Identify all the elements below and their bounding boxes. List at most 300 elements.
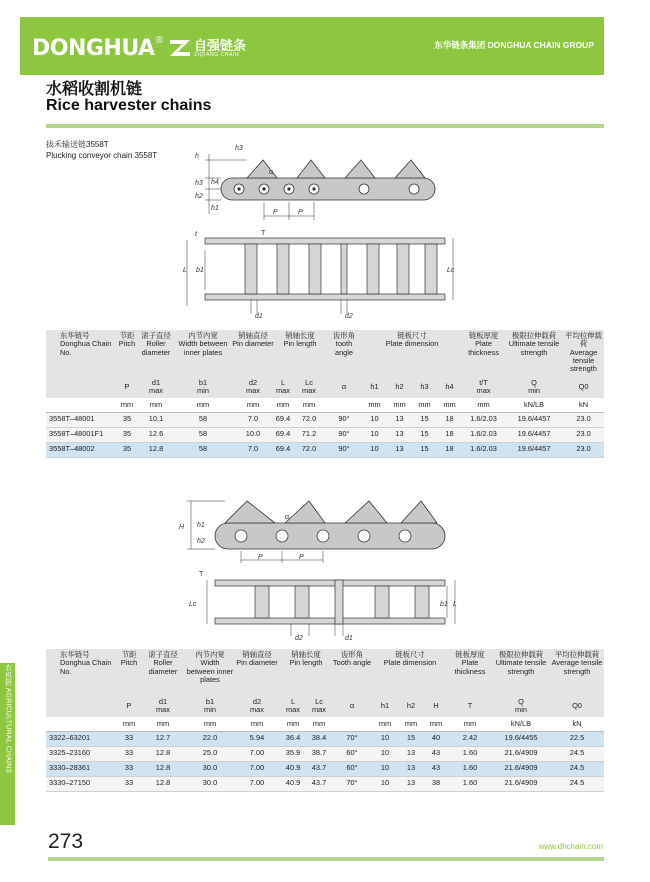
- unit: mm: [174, 398, 232, 412]
- chain-number: 3322–63201: [46, 731, 118, 746]
- cell: 90°: [326, 412, 362, 427]
- limit: min: [204, 705, 216, 714]
- cell: 12.8: [140, 761, 186, 776]
- logo-english-text: ZIQIANG CHAIN: [193, 51, 240, 58]
- table-row: [46, 427, 604, 442]
- ultimate-strength-header: [505, 330, 563, 376]
- header-cn: 极限拉伸载荷: [511, 331, 557, 340]
- cell: 10.1: [138, 412, 174, 427]
- label-d2: d2: [345, 313, 353, 320]
- label-Lc: Lc: [189, 601, 197, 608]
- brand-logo: [32, 35, 246, 61]
- cell: 10.0: [232, 427, 274, 442]
- cell: 15: [412, 427, 437, 442]
- cell: 35: [116, 427, 138, 442]
- plate-dimension-header: [362, 330, 462, 376]
- unit: mm: [280, 717, 306, 731]
- symbol-cell: [505, 376, 563, 398]
- symbol-cell: [462, 376, 505, 398]
- average-strength-header: [550, 649, 604, 695]
- cell: 58: [174, 412, 232, 427]
- symbol: h1: [380, 700, 390, 710]
- unit: kN: [550, 717, 604, 731]
- table-row: [46, 746, 604, 761]
- spec-table-3558t: [46, 330, 604, 458]
- cell: 19.6/4457: [505, 442, 563, 457]
- header-cn: 销轴直径: [242, 650, 272, 659]
- header-en: Roller diameter: [141, 339, 171, 357]
- header-cn: 节距: [119, 331, 135, 340]
- symbol: d2: [252, 696, 262, 706]
- cell: 38: [424, 776, 448, 791]
- symbol-cell: [306, 695, 332, 717]
- logo-chinese-block: [194, 39, 246, 58]
- cell: 58: [174, 427, 232, 442]
- label-h3: h3: [195, 180, 203, 187]
- table-unit-row: [46, 398, 604, 412]
- header-en: Ultimate tensile strength: [508, 339, 560, 357]
- limit: max: [250, 705, 264, 714]
- header-cn: 平均拉伸载荷: [554, 650, 600, 659]
- cell: 15: [398, 731, 424, 746]
- limit: max: [302, 386, 316, 395]
- symbol: Q0: [578, 381, 589, 391]
- symbol: L: [290, 696, 296, 706]
- cell: 10: [372, 776, 398, 791]
- cell: 40: [424, 731, 448, 746]
- limit: min: [528, 386, 540, 395]
- symbol-cell: [550, 695, 604, 717]
- roller-diameter-header: [138, 330, 174, 376]
- symbol-cell: [372, 695, 398, 717]
- cell: 7.0: [232, 442, 274, 457]
- header-cn: 销轴长度: [285, 331, 315, 340]
- cell: 43.7: [306, 776, 332, 791]
- cell: 69.4: [274, 412, 292, 427]
- chain-no-header: [46, 330, 116, 398]
- unit: mm: [398, 717, 424, 731]
- cell: 22.0: [186, 731, 234, 746]
- symbol: Q: [531, 377, 537, 387]
- header-en: Tooth angle: [332, 658, 372, 668]
- cell: 24.5: [550, 746, 604, 761]
- symbol-cell: [448, 695, 492, 717]
- symbol: P: [126, 700, 132, 710]
- plate-dimension-header: [372, 649, 448, 695]
- cell: 18: [437, 427, 462, 442]
- limit: min: [515, 705, 527, 714]
- cell: 1.60: [448, 761, 492, 776]
- cell: 18: [437, 442, 462, 457]
- side-category-label: 农机链 AGRICULTURAL CHAINS: [4, 664, 12, 774]
- pin-length-header: [280, 649, 332, 695]
- symbol-cell: [437, 376, 462, 398]
- limit: max: [476, 386, 491, 395]
- header-cn: 内节内宽: [188, 331, 218, 340]
- symbol: b1: [198, 377, 208, 387]
- ziqiang-z-logo-icon: [169, 38, 191, 58]
- plate-thickness-header: [448, 649, 492, 695]
- symbol: d2: [248, 377, 258, 387]
- symbol: L: [280, 377, 286, 387]
- header-en: Width between inner plates: [178, 339, 228, 357]
- chain-no-header-cn: 东华链号: [60, 331, 90, 340]
- chain-no-header-en: Donghua Chain No.: [60, 339, 112, 357]
- unit: kN/LB: [492, 717, 550, 731]
- cell: 7.00: [234, 776, 280, 791]
- cell: 58: [174, 442, 232, 457]
- cell: 10: [362, 412, 387, 427]
- cell: 18: [437, 412, 462, 427]
- label-h: h: [195, 153, 199, 160]
- symbol: P: [124, 381, 130, 391]
- symbol: Q0: [572, 700, 582, 710]
- average-strength-header: [563, 330, 604, 376]
- cell: 43: [424, 746, 448, 761]
- cell: 30.0: [186, 761, 234, 776]
- symbol-cell: [492, 695, 550, 717]
- unit: mm: [116, 398, 138, 412]
- header-en: Plate thickness: [468, 339, 499, 357]
- unit: kN/LB: [505, 398, 563, 412]
- cell: 69.4: [274, 442, 292, 457]
- roller-diameter-header: [140, 649, 186, 695]
- unit: mm: [306, 717, 332, 731]
- cell: 43: [424, 761, 448, 776]
- header-en: Plate thickness: [454, 658, 486, 676]
- header-cn: 节距: [121, 650, 137, 659]
- cell: 12.6: [138, 427, 174, 442]
- cell: 15: [412, 412, 437, 427]
- cell: 13: [387, 442, 412, 457]
- symbol: Q: [518, 696, 524, 706]
- cell: 21.6/4909: [492, 776, 550, 791]
- chain-number: 3558T–48001F1: [46, 427, 116, 442]
- page-title-english: Rice harvester chains: [46, 97, 212, 114]
- symbol: H: [433, 700, 439, 710]
- limit: max: [149, 386, 163, 395]
- unit: mm: [424, 717, 448, 731]
- chain-no-header: [46, 649, 118, 717]
- header-cn: 平均拉伸载荷: [565, 331, 603, 349]
- symbol-cell: [387, 376, 412, 398]
- cell: 23.0: [563, 412, 604, 427]
- cell: 36.4: [280, 731, 306, 746]
- header-en: tooth angle: [334, 339, 354, 357]
- cell: 12.8: [140, 746, 186, 761]
- label-pitch-2: P: [298, 209, 303, 216]
- label-pitch-1: P: [258, 554, 263, 561]
- symbol-cell: [412, 376, 437, 398]
- pin-diameter-header: [234, 649, 280, 695]
- cell: 23.0: [563, 427, 604, 442]
- symbol-cell: [326, 376, 362, 398]
- unit: mm: [412, 398, 437, 412]
- label-t: t: [195, 231, 197, 238]
- cell: 72.0: [292, 442, 326, 457]
- chain-number: 3330–28361: [46, 761, 118, 776]
- cell: 12.8: [140, 776, 186, 791]
- logo-chinese-text: 自强链条: [193, 37, 246, 53]
- header-cn: 销轴长度: [291, 650, 321, 659]
- limit: max: [312, 705, 326, 714]
- cell: 33: [118, 746, 140, 761]
- footer-divider: [48, 857, 604, 861]
- symbol: b1: [205, 696, 215, 706]
- label-h1: h1: [211, 205, 219, 212]
- cell: 10: [362, 427, 387, 442]
- unit: mm: [138, 398, 174, 412]
- symbol-cell: [232, 376, 274, 398]
- symbol-cell: [118, 695, 140, 717]
- label-H: H: [179, 524, 185, 531]
- cell: 13: [398, 761, 424, 776]
- cell: 21.6/4909: [492, 761, 550, 776]
- cell: 19.6/4457: [505, 412, 563, 427]
- pitch-header: [118, 649, 140, 695]
- table-row: [46, 776, 604, 791]
- symbol-cell: [138, 376, 174, 398]
- section1-subtitle-chinese: 拔禾输送链3558T: [46, 140, 109, 149]
- footer-url[interactable]: www.dhchain.com: [538, 842, 603, 851]
- unit: mm: [186, 717, 234, 731]
- chain-no-header-cn: 东华链号: [60, 650, 90, 659]
- header-cn: 链板尺寸: [395, 650, 425, 659]
- cell: 1.60: [448, 776, 492, 791]
- symbol: h2: [406, 700, 416, 710]
- label-alpha: α: [269, 169, 274, 176]
- unit: mm: [234, 717, 280, 731]
- symbol: h1: [370, 381, 379, 391]
- cell: 38.4: [306, 731, 332, 746]
- pitch-header: [116, 330, 138, 376]
- cell: 33: [118, 776, 140, 791]
- cell: 35: [116, 412, 138, 427]
- cell: 10: [372, 746, 398, 761]
- symbol-cell: [563, 376, 604, 398]
- label-T: T: [261, 230, 266, 237]
- header-cn: 滚子直径: [141, 331, 171, 340]
- symbol-cell: [274, 376, 292, 398]
- symbol-cell: [174, 376, 232, 398]
- label-alpha: α: [285, 514, 290, 521]
- cell: 72.0: [292, 412, 326, 427]
- cell: 38.7: [306, 746, 332, 761]
- cell: 60°: [332, 746, 372, 761]
- cell: 12.8: [138, 442, 174, 457]
- page-title-chinese: 水稻收割机链: [46, 81, 143, 98]
- cell: 19.6/4455: [492, 731, 550, 746]
- cell: 69.4: [274, 427, 292, 442]
- symbol: d1: [158, 696, 168, 706]
- symbol-cell: [332, 695, 372, 717]
- inner-width-header: [174, 330, 232, 376]
- header-en: Average tensile strength: [551, 658, 603, 676]
- symbol: h4: [445, 381, 454, 391]
- symbol: h3: [420, 381, 429, 391]
- header-cn: 滚子直径: [148, 650, 178, 659]
- limit: max: [276, 386, 290, 395]
- header-en: Pin diameter: [232, 339, 274, 349]
- tooth-angle-header: [332, 649, 372, 695]
- cell: 10: [372, 731, 398, 746]
- tooth-angle-header: [326, 330, 362, 376]
- cell: 90°: [326, 427, 362, 442]
- label-L: L: [183, 267, 187, 274]
- symbol: T: [467, 700, 473, 710]
- cell: 24.5: [550, 776, 604, 791]
- cell: 30.0: [186, 776, 234, 791]
- chain-3558t-top-view-drawing: [185, 228, 460, 320]
- limit: max: [246, 386, 260, 395]
- label-h1: h1: [197, 522, 205, 529]
- symbol-cell: [186, 695, 234, 717]
- header-en: Width between inner plates: [186, 658, 234, 684]
- header-en: Pin diameter: [236, 658, 278, 668]
- cell: 35.9: [280, 746, 306, 761]
- cell: 7.00: [234, 761, 280, 776]
- chain-33xx-side-view-drawing: [175, 493, 465, 565]
- cell: 1.6/2.03: [462, 412, 505, 427]
- label-Lc: Lc: [447, 267, 455, 274]
- table-header-row: [46, 330, 604, 376]
- table-row: [46, 412, 604, 427]
- cell: 7.0: [232, 412, 274, 427]
- limit: max: [286, 705, 300, 714]
- symbol-cell: [234, 695, 280, 717]
- label-d1: d1: [255, 313, 263, 320]
- symbol-cell: [398, 695, 424, 717]
- pin-diameter-header: [232, 330, 274, 376]
- cell: 13: [398, 776, 424, 791]
- symbol-cell: [140, 695, 186, 717]
- cell: 25.0: [186, 746, 234, 761]
- symbol: d1: [151, 377, 161, 387]
- spec-table-33xx: [46, 649, 604, 792]
- symbol: Lc: [305, 377, 313, 387]
- cell: 1.6/2.03: [462, 427, 505, 442]
- cell: 13: [398, 746, 424, 761]
- header-en: Plate dimension: [385, 339, 439, 349]
- header-cn: 链板厚度: [468, 331, 499, 340]
- symbol-cell: [362, 376, 387, 398]
- cell: 35: [116, 442, 138, 457]
- label-pitch-2: P: [299, 554, 304, 561]
- label-b1: b1: [440, 601, 448, 608]
- symbol: t/T: [479, 377, 488, 387]
- section1-subtitle-english: Plucking conveyor chain 3558T: [46, 151, 158, 160]
- cell: 2.42: [448, 731, 492, 746]
- cell: 15: [412, 442, 437, 457]
- symbol-cell: [116, 376, 138, 398]
- label-T: T: [199, 571, 204, 578]
- cell: 33: [118, 731, 140, 746]
- header-en: Pin length: [289, 658, 323, 668]
- label-b1: b1: [196, 267, 204, 274]
- table-symbol-row: [46, 695, 604, 717]
- unit: mm: [462, 398, 505, 412]
- chain-no-header-en: Donghua Chain No.: [60, 658, 112, 676]
- unit: [326, 398, 362, 412]
- chain-33xx-top-view-drawing: [185, 566, 460, 642]
- inner-width-header: [186, 649, 234, 695]
- cell: 10: [372, 761, 398, 776]
- cell: 71.2: [292, 427, 326, 442]
- unit: mm: [232, 398, 274, 412]
- table-row: [46, 442, 604, 457]
- cell: 7.00: [234, 746, 280, 761]
- unit: kN: [563, 398, 604, 412]
- cell: 22.5: [550, 731, 604, 746]
- table-unit-row: [46, 717, 604, 731]
- page-header: [20, 17, 604, 75]
- cell: 12.7: [140, 731, 186, 746]
- table-row: [46, 761, 604, 776]
- header-cn: 链板尺寸: [397, 331, 427, 340]
- cell: 1.60: [448, 746, 492, 761]
- label-L: L: [453, 601, 457, 608]
- unit: mm: [387, 398, 412, 412]
- cell: 40.9: [280, 761, 306, 776]
- header-cn: 链板厚度: [455, 650, 485, 659]
- cell: 70°: [332, 731, 372, 746]
- cell: 13: [387, 427, 412, 442]
- unit: mm: [274, 398, 292, 412]
- table-row: [46, 731, 604, 746]
- header-cn: 齿形角: [332, 331, 356, 340]
- cell: 90°: [326, 442, 362, 457]
- symbol: h2: [395, 381, 404, 391]
- cell: 10: [362, 442, 387, 457]
- chain-3558t-side-view-drawing: [185, 140, 445, 230]
- cell: 24.5: [550, 761, 604, 776]
- cell: 33: [118, 761, 140, 776]
- table-header-row: [46, 649, 604, 695]
- cell: 40.9: [280, 776, 306, 791]
- unit: mm: [362, 398, 387, 412]
- group-name: 东华链条集团 DONGHUA CHAIN GROUP: [434, 40, 594, 50]
- unit: mm: [437, 398, 462, 412]
- unit: mm: [372, 717, 398, 731]
- cell: 13: [387, 412, 412, 427]
- logo-text: DONGHUA: [32, 35, 155, 61]
- header-en: Plate dimension: [383, 658, 437, 668]
- table-symbol-row: [46, 376, 604, 398]
- symbol: α: [341, 381, 347, 391]
- symbol-cell: [292, 376, 326, 398]
- symbol: α: [349, 700, 355, 710]
- logo-registered-mark: ®: [155, 34, 163, 46]
- label-d1: d1: [345, 635, 353, 642]
- header-en: Average tensile strength: [569, 347, 598, 374]
- header-cn: 齿形角: [340, 650, 364, 659]
- label-h2: h2: [195, 193, 203, 200]
- header-cn: 销轴直径: [238, 331, 268, 340]
- page-number: 273: [48, 830, 84, 853]
- cell: 19.6/4457: [505, 427, 563, 442]
- unit: mm: [448, 717, 492, 731]
- unit: mm: [140, 717, 186, 731]
- header-en: Roller diameter: [148, 658, 178, 676]
- header-en: Pitch: [120, 658, 138, 668]
- header-cn: 极限拉伸载荷: [498, 650, 544, 659]
- symbol: Lc: [315, 696, 323, 706]
- chain-number: 3325–23160: [46, 746, 118, 761]
- chain-number: 3330–27150: [46, 776, 118, 791]
- pin-length-header: [274, 330, 326, 376]
- cell: 1.6/2.03: [462, 442, 505, 457]
- symbol-cell: [280, 695, 306, 717]
